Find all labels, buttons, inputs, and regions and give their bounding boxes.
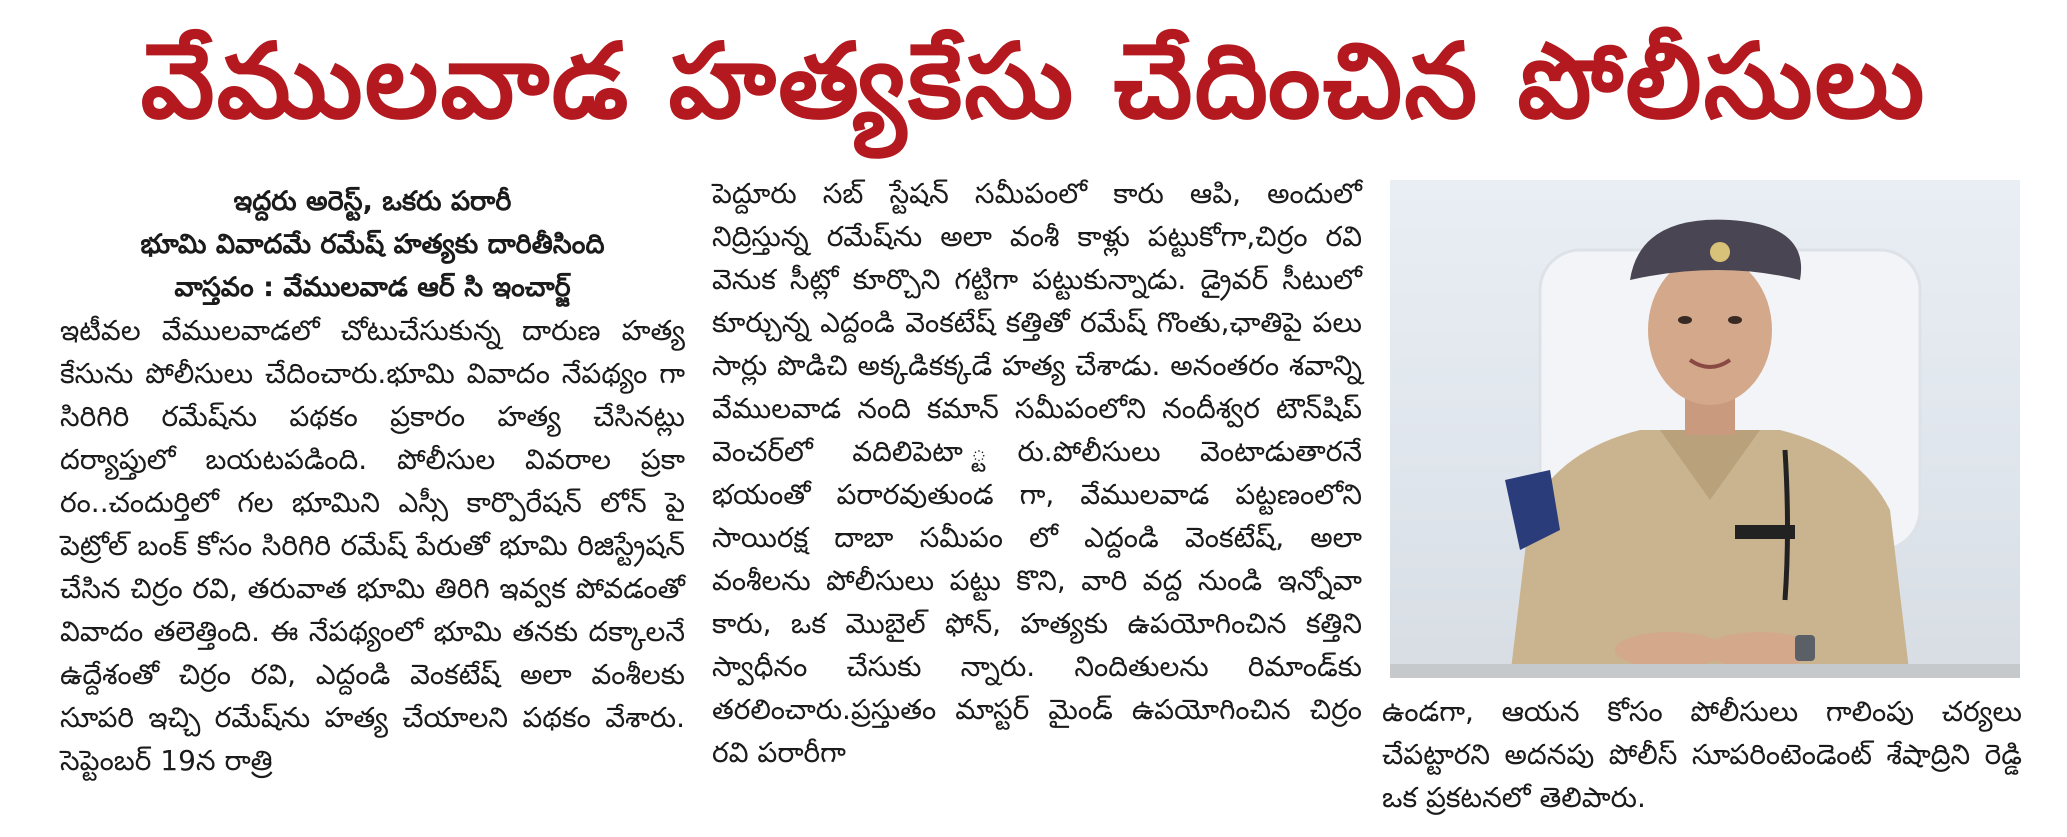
article-column-1 — [60, 180, 685, 782]
officer-illustration — [1390, 180, 2020, 678]
subheading-reporter: వాస్తవం : వేములవాడ ఆర్ సి ఇంచార్జ్ — [174, 272, 571, 303]
article-paragraph-2: పెద్దూరు సబ్ స్టేషన్ సమీపంలో కారు ఆపి, అందులో నిద్రిస్తున్న రమేష్‌ను అలా వంశీ కాళ్లు పట్టుకోగా,చిర్రం రవి వెనుక సీట్లో కూర్చొని గట్టిగా పట్టుకున్నాడు. డ్రైవర్ సీటులో కూర్చున్న ఎద్దండి వెంకటేష్ కత్తితో రమేష్ గొంతు,ఛాతిపై పలు సార్లు పొడిచి అక్కడికక్కడే హత్య చేశాడు. అనంతరం శవాన్ని వేములవాడ నంది కమాన్ సమీపంలోని నందీశ్వర టౌన్‌షిప్ వెంచర్‌లో వదిలిపెటా ్టరు.పోలీసులు వెంటాడుతారనే భయంతో పరారవుతుండ గా, వేములవాడ పట్టణంలోని సాయిరక్ష దాబా సమీపం లో ఎద్దండి వెంకటేష్, అలా వంశీలను పోలీసులు పట్టు కొని, వారి వద్ద నుండి ఇన్నోవా కారు, ఒక మొబైల్ ఫోన్, హత్యకు ఉపయోగించిన కత్తిని స్వాధీనం చేసుకు న్నారు. నిందితులను రిమాండ్‌కు తరలించారు.ప్రస్తుతం మాస్టర్ మైండ్ ఉపయోగించిన చిర్రం రవి పరారీగా — [712, 177, 1362, 769]
subheading-land-dispute: భూమి వివాదమే రమేష్ హత్యకు దారితీసింది — [140, 229, 605, 260]
police-officer-photo — [1390, 180, 2020, 678]
article-paragraph-1: ఇటీవల వేములవాడలో చోటుచేసుకున్న దారుణ హత్య కేసును పోలీసులు చేదించారు.భూమి వివాదం నేపథ్యం గా సిరిగిరి రమేష్‌ను పథకం ప్రకారం హత్య చేసినట్లు దర్యాప్తులో బయటపడింది. పోలీసుల వివరాల ప్రకా రం..చందుర్తిలో గల భూమిని ఎస్సీ కార్పొరేషన్ లోన్ పై పెట్రోల్ బంక్ కోసం సిరిగిరి రమేష్ పేరుతో భూమి రిజిస్ట్రేషన్ చేసిన చిర్రం రవి, తరువాత భూమి తిరిగి ఇవ్వక పోవడంతో వివాదం తలెత్తింది. ఈ నేపథ్యంలో భూమి తనకు దక్కాలనే ఉద్దేశంతో చిర్రం రవి, ఎద్దండి వెంకటేష్ అలా వంశీలకు సూపరి ఇచ్చి రమేష్‌ను హత్య చేయాలని పథకం వేశారు. సెప్టెంబర్ 19న రాత్రి — [60, 314, 685, 777]
article-column-2 — [712, 172, 1362, 774]
headline: వేములవాడ హత్యకేసు చేదించిన పోలీసులు — [140, 20, 1927, 142]
subheading-arrest: ఇద్దరు అరెస్ట్, ఒకరు పరారీ — [233, 186, 512, 217]
article-paragraph-3: ఉండగా, ఆయన కోసం పోలీసులు గాలింపు చర్యలు చేపట్టారని అదనపు పోలీస్ సూపరింటెండెంట్ శేషాద్రిని రెడ్డి ఒక ప్రకటనలో తెలిపారు. — [1382, 695, 2022, 814]
article-column-3 — [1382, 690, 2022, 819]
